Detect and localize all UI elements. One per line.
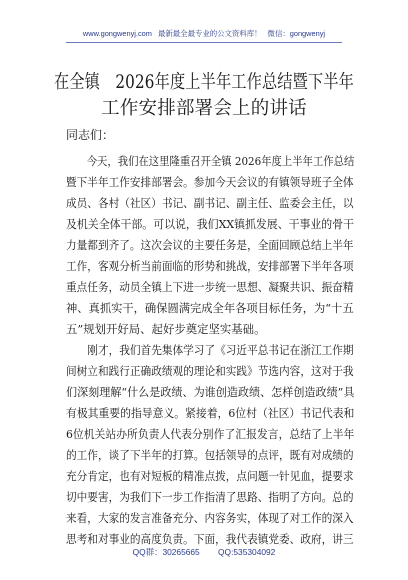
body-line: 五”规划开好局、起好步奠定坚实基础。 bbox=[66, 322, 266, 336]
body-line: 刚才，我们首先集体学习了《习近平总书记在浙江工作期 bbox=[66, 343, 354, 357]
title-line-2: 工作安排部署会上的讲话 bbox=[101, 98, 307, 119]
footer-contact bbox=[0, 546, 408, 558]
body-line: 充分肯定，也有对短板的精准点拨，点问题一针见血，提要求 bbox=[66, 469, 354, 483]
title-line-1: 在全镇 2026年度上半年工作总结暨下半年 bbox=[53, 72, 354, 93]
body-line: 力量都到齐了。这次会议的主要任务是，全面回顾总结上半年 bbox=[66, 238, 354, 252]
wechat-contact: 微信：gongwenyj bbox=[267, 29, 326, 38]
site-url-link[interactable]: www.gongwenyj.com bbox=[82, 29, 152, 38]
body-line: 的工作，谈了下半年的打算。包括领导的点评，既有对成绩的 bbox=[66, 448, 354, 462]
header-banner bbox=[0, 28, 408, 39]
body-line: 来看，大家的发言准备充分、内容务实，体现了对工作的深入 bbox=[66, 511, 354, 525]
body-line: 们深刻理解“什么是政绩、为谁创造政绩、怎样创造政绩”具 bbox=[66, 385, 355, 399]
body-line: 工作，客观分析当前面临的形势和挑战，安排部署下半年各项 bbox=[66, 259, 354, 273]
salutation: 同志们： bbox=[66, 128, 115, 142]
speech-body bbox=[66, 151, 354, 550]
body-line: 6位机关站办所负责人代表分别作了汇报发言，总结了上半年 bbox=[66, 427, 355, 441]
header-slogan: 最新最全最专业的公文资料库！ bbox=[158, 29, 262, 38]
header-divider bbox=[66, 42, 342, 43]
body-line: 及机关全体干部。可以说，我们XX镇抓发展、干事业的骨干 bbox=[66, 217, 354, 231]
document-title bbox=[0, 70, 408, 122]
body-line: 重点任务，动员全镇上下进一步统一思想、凝聚共识、振奋精 bbox=[66, 280, 354, 294]
body-line: 切中要害，为我们下一步工作指清了思路、指明了方向。总的 bbox=[66, 490, 354, 504]
body-line: 思考和对事业的高度负责。下面，我代表镇党委、政府，讲三 bbox=[66, 532, 354, 546]
body-line: 有极其重要的指导意义。紧接着，6位村（社区）书记代表和 bbox=[66, 406, 355, 420]
body-line: 今天，我们在这里隆重召开全镇 2026年度上半年工作总结 bbox=[66, 154, 355, 168]
body-line: 成员、各村（社区）书记、副书记、副主任、监委会主任，以 bbox=[66, 196, 354, 210]
qq-group-contact: QQ群：30265665 bbox=[132, 547, 200, 557]
qq-contact: QQ:535304092 bbox=[218, 547, 276, 557]
body-line: 暨下半年工作安排部署会。参加今天会议的有镇领导班子全体 bbox=[66, 175, 354, 189]
body-line: 神、真抓实干，确保圆满完成全年各项目标任务，为“十五 bbox=[66, 301, 354, 315]
body-line: 间树立和践行正确政绩观的理论和实践》节选内容，这对于我 bbox=[66, 364, 354, 378]
